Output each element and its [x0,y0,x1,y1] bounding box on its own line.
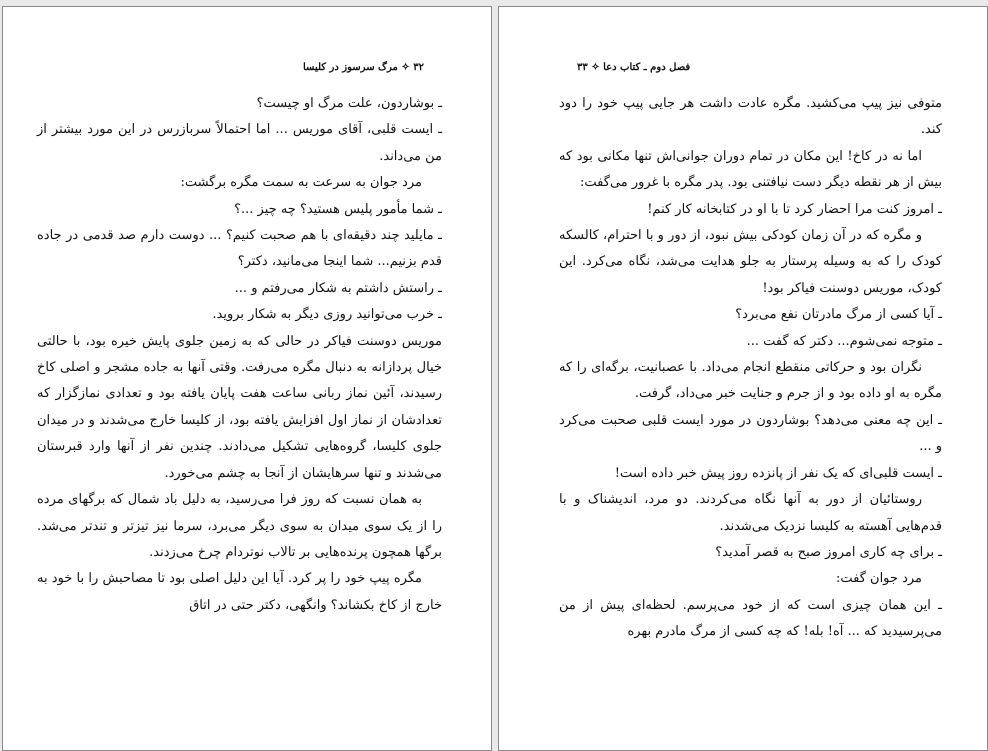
left-page [2,6,492,751]
paragraph: ـ ایست قلبی‌ای که یک نفر از پانزده روز پیش خبر داده است! [614,465,942,481]
paragraph: ـ آیا کسی از مرگ مادرتان نفع می‌برد؟ [735,307,942,323]
paragraph: ـ ایست قلبی، آقای موریس ... اما احتمالاً سربازرس در این مورد بیشتر از من می‌داند. [37,122,442,164]
paragraph: متوفی نیز پیپ می‌کشید. مگره عادت داشت هر جایی پیپ خود را دود کند. [559,96,942,138]
paragraph: ـ متوجه نمی‌شوم... دکتر که گفت ... [746,333,942,349]
paragraph: ـ بوشاردون، علت مرگ او چیست؟ [256,96,442,111]
paragraph: مگره پیپ خود را پر کرد. آیا این دلیل اصلی بود تا مصاحبش را با خود به خارج از کاخ بکشاند؟ وانگهی، دکتر حتی در اتاق [37,571,442,613]
paragraph: ـ خرب می‌توانید روزی دیگر به شکار بروید. [212,307,442,323]
right-page-header: فصل دوم ـ کتاب دعا ✧ ۳۳ [577,62,691,73]
paragraph: مرد جوان به سرعت به سمت مگره برگشت: [180,175,422,191]
right-page-body [559,91,942,646]
right-page [498,6,988,751]
left-page-header: ۳۲ ✧ مرگ سرسوز در کلیسا [303,62,424,73]
paragraph: ـ این چه معنی می‌دهد؟ بوشاردون در مورد ایست قلبی صحبت می‌کرد و ... [559,412,942,455]
left-page-body [37,91,442,619]
paragraph: ـ مایلید چند دقیقه‌ای با هم صحبت کنیم؟ ... دوست دارم صد قدمی در جاده قدم بزنیم... شما اینجا می‌مانید، دکتر؟ [37,228,442,270]
paragraph: موریس دوسنت فیاکر در حالی که به زمین جلوی پایش خیره بود، با حالتی خیال پردازانه به دنبال مگره می‌رفت. وقتی آنها به جاده مشجر و اصلی کاخ رسیدند، آئین نماز ربانی ساعت هفت پایان یافته بود و تعدادی نمازگزار که تعدادشان از نماز اول افزایش یافته بود، از کلیسا خارج می‌شدند و در میدان جلوی کلیسا، گروه‌هایی تشکیل می‌دادند. چندین نفر از آنها وارد قبرستان می‌شدند و تنها سرهایشان از آنجا به چشم می‌خورد. [37,333,442,481]
paragraph: روستائیان از دور به آنها نگاه می‌کردند. دو مرد، اندیشناک و با قدم‌هایی آهسته به کلیسا نزدیک می‌شدند. [559,492,942,534]
paragraph: ـ امروز کنت مرا احضار کرد تا با او در کتابخانه کار کنم! [647,201,942,217]
paragraph: مرد جوان گفت: [835,571,922,587]
paragraph: به همان نسبت که روز فرا می‌رسید، به دلیل باد شمال که برگهای مرده را از یک سوی میدان به سوی دیگر می‌برد، سرما نیز تیزتر و تندتر می‌شد. برگها همچون پرنده‌هایی بر تالاب نوتردام چرخ می‌زدند. [37,492,442,560]
paragraph: و مگره که در آن زمان کودکی بیش نبود، از دور و با احترام، کالسکه کودک را که به وسیله پرستار به جلو هدایت می‌شد، نگاه می‌کرد. این کودک، موریس دوسنت فیاکر بود! [559,228,942,296]
paragraph: نگران بود و حرکاتی منقطع انجام می‌داد. با عصبانیت، برگه‌ای را که مگره به او داده بود و از جرم و جنایت خبر می‌داد، گرفت. [559,360,942,402]
paragraph: ـ شما مأمور پلیس هستید؟ چه چیز ...؟ [234,201,442,217]
paragraph: ـ راستش داشتم به شکار می‌رفتم و ... [234,280,442,296]
paragraph: اما نه در کاخ! این مکان در تمام دوران جوانی‌اش تنها مکانی بود که بیش از هر نقطه دیگر دست نیافتنی بود. پدر مگره با غرور می‌گفت: [559,148,942,191]
paragraph: ـ برای چه کاری امروز صبح به قصر آمدید؟ [715,544,942,560]
paragraph: ـ این همان چیزی است که از خود می‌پرسم. لحظه‌ای پیش از من می‌پرسیدید که ... آه! بله! که چه کسی از مرگ مادرم بهره [559,597,942,640]
